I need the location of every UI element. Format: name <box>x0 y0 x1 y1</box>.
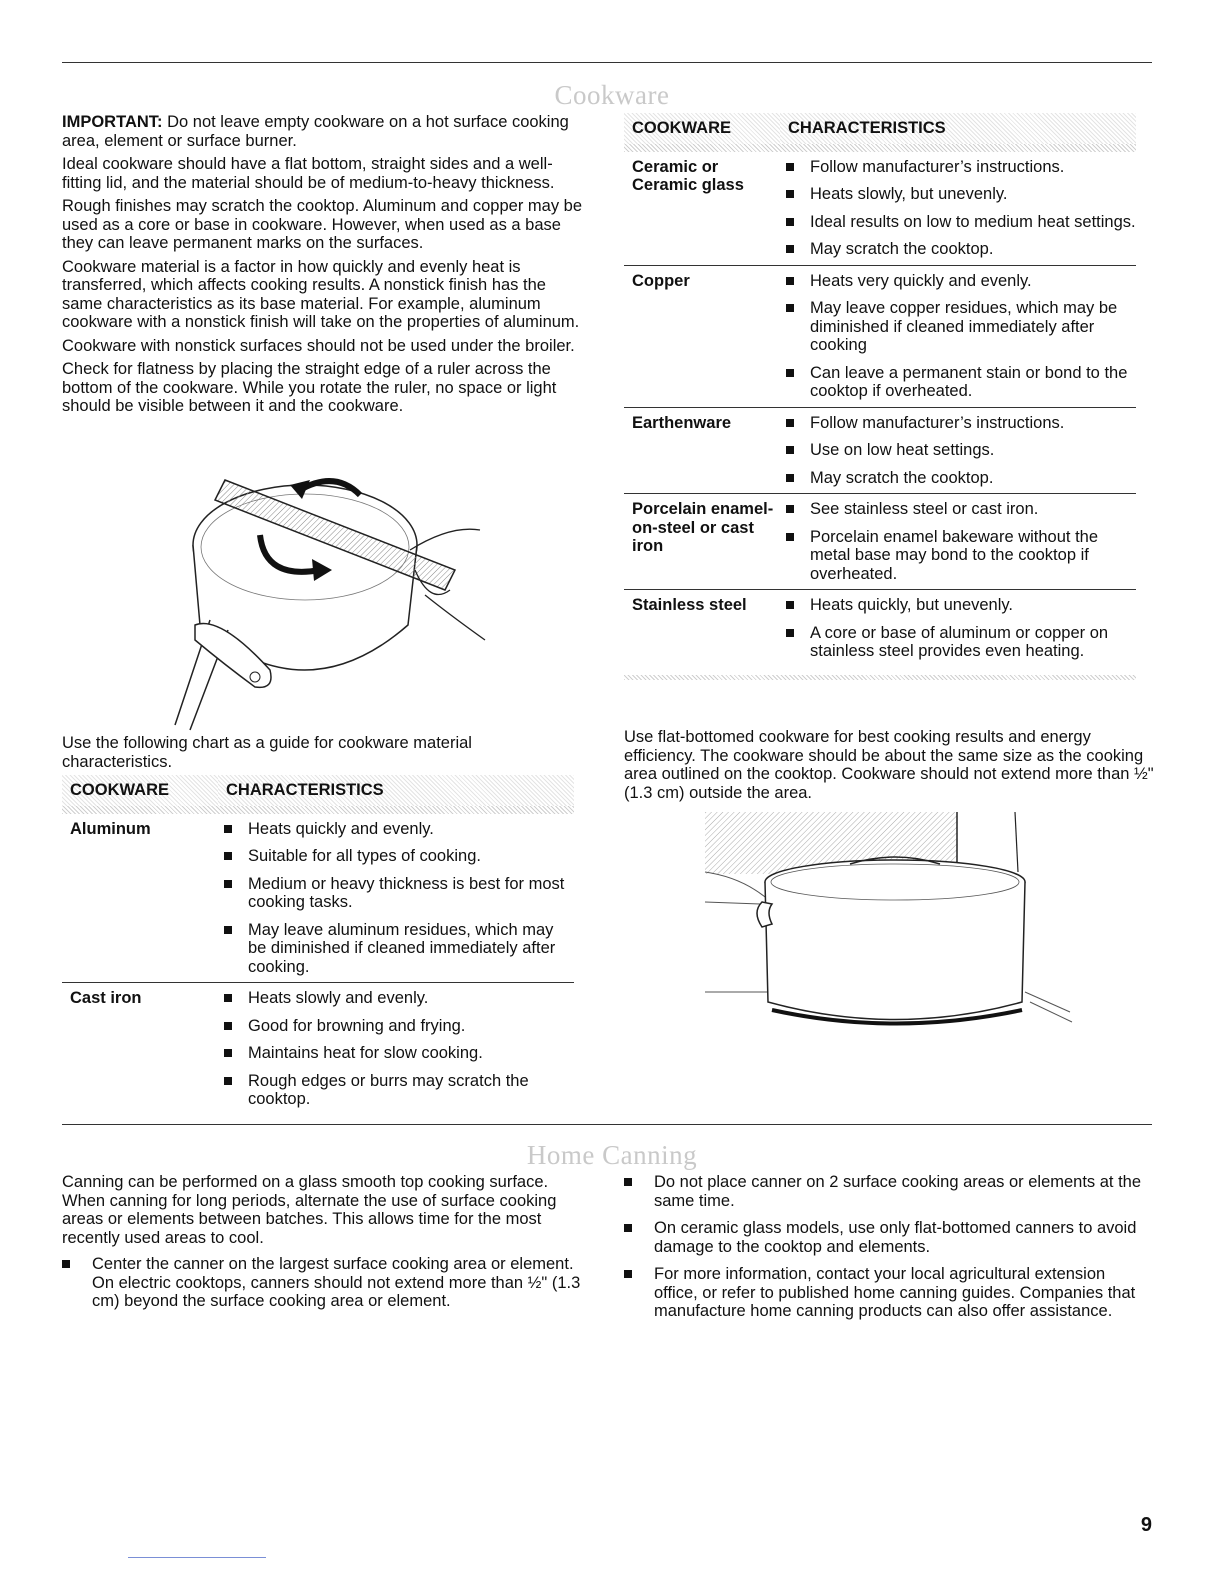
cookware-table-left <box>62 775 574 1115</box>
header-hatch <box>624 144 1136 152</box>
ruler-flatness-illustration <box>150 455 500 735</box>
list-item: May scratch the cooktop. <box>780 240 1136 259</box>
material-name: Ceramic or Ceramic glass <box>624 152 780 266</box>
paragraph: Cookware material is a factor in how quickly and evenly heat is transferred, which affects cooking results. A nonstick finish has the same characteristics as its base material. For example, aluminum cookware with a nonstick finish will take on the properties of aluminum. <box>62 257 580 331</box>
list-item: Porcelain enamel bakeware without the metal base may bond to the cooktop if overheated. <box>780 528 1136 584</box>
list-item: A core or base of aluminum or copper on stainless steel provides even heating. <box>780 624 1136 661</box>
characteristics-list <box>780 408 1136 488</box>
canning-right-list <box>624 1173 1152 1321</box>
paragraph: Check for flatness by placing the straight edge of a ruler across the bottom of the cookware. While you rotate the ruler, no space or light should be visible between it and the cookware. <box>62 360 557 415</box>
footer-hatch <box>624 675 1136 680</box>
list-item: Do not place canner on 2 surface cooking areas or elements at the same time. <box>624 1173 1152 1210</box>
important-note <box>62 113 590 150</box>
list-item: Heats very quickly and evenly. <box>780 272 1136 291</box>
table-row <box>62 983 574 1115</box>
home-canning-title: Home Canning <box>526 1140 698 1170</box>
paragraph: Cookware with nonstick surfaces should not be used under the broiler. <box>62 336 575 355</box>
list-item: Center the canner on the largest surface cooking area or element. On electric cooktops, canners should not extend more than ½" (1.3 cm) beyond the surface cooking area or element. <box>62 1255 590 1311</box>
material-name: Stainless steel <box>632 596 747 614</box>
list-item: Heats slowly and evenly. <box>218 989 574 1008</box>
middle-rule <box>62 1124 1152 1125</box>
list-item: Heats quickly and evenly. <box>218 820 574 839</box>
material-name: Aluminum <box>62 814 218 983</box>
characteristics-list <box>218 983 574 1109</box>
characteristics-list <box>780 266 1136 401</box>
characteristics-list <box>218 814 574 977</box>
column-header-cookware: COOKWARE <box>62 775 218 806</box>
table-row <box>624 494 1136 590</box>
table-row <box>624 152 1136 266</box>
list-item: May leave copper residues, which may be diminished if cleaned immediately after cooking <box>780 299 1136 355</box>
list-item: Good for browning and frying. <box>218 1017 574 1036</box>
cookware-table-right <box>624 113 1136 680</box>
table-row <box>624 590 1136 667</box>
table-row <box>624 407 1136 494</box>
canning-right-column <box>624 1173 1152 1330</box>
list-item: Follow manufacturer’s instructions. <box>780 414 1136 433</box>
list-item: Follow manufacturer’s instructions. <box>780 158 1136 177</box>
list-item: Medium or heavy thickness is best for most cooking tasks. <box>218 875 574 912</box>
material-name: Earthenware <box>624 407 780 494</box>
flat-bottom-guidance: Use flat-bottomed cookware for best cooking results and energy efficiency. The cookware should be about the same size as the cooking area outlined on the cooktop. Cookware should not extend more than ½" (1.3 cm) outside the area. <box>624 728 1154 802</box>
list-item: Can leave a permanent stain or bond to the cooktop if overheated. <box>780 364 1136 401</box>
top-rule <box>62 62 1152 63</box>
list-item: Rough edges or burrs may scratch the cooktop. <box>218 1072 574 1109</box>
column-header-cookware: COOKWARE <box>624 113 780 144</box>
table-header-row <box>624 113 1136 144</box>
chart-intro: Use the following chart as a guide for cookware material characteristics. <box>62 734 472 771</box>
canning-left-column <box>62 1173 590 1320</box>
list-item: Maintains heat for slow cooking. <box>218 1044 574 1063</box>
characteristics-table <box>62 775 574 1115</box>
canning-left-list <box>62 1255 590 1311</box>
cookware-title: Cookware <box>554 80 670 110</box>
list-item: Ideal results on low to medium heat settings. <box>780 213 1136 232</box>
material-name: Porcelain enamel-on-steel or cast iron <box>624 494 780 590</box>
list-item: See stainless steel or cast iron. <box>780 500 1136 519</box>
list-item: Heats slowly, but unevenly. <box>780 185 1136 204</box>
important-text: Do not leave empty cookware on a hot surface cooking area, element or surface burner. <box>62 113 569 150</box>
pot-on-cooktop-illustration <box>700 812 1080 1037</box>
paragraph: Rough finishes may scratch the cooktop. Aluminum and copper may be used as a core or base in cookware. However, when used as a base they can leave permanent marks on the surfaces. <box>62 197 583 252</box>
paragraph: Ideal cookware should have a flat bottom, straight sides and a well-fitting lid, and the material should be of medium-to-heavy thickness. <box>62 155 555 192</box>
column-header-characteristics: CHARACTERISTICS <box>780 113 1136 144</box>
list-item: May leave aluminum residues, which may be diminished if cleaned immediately after cooking. <box>218 921 574 977</box>
list-item: May scratch the cooktop. <box>780 469 1136 488</box>
characteristics-table <box>624 113 1136 680</box>
cookware-intro-text <box>62 113 590 421</box>
header-hatch <box>62 806 574 814</box>
column-header-characteristics: CHARACTERISTICS <box>218 775 574 806</box>
page-number: 9 <box>1140 1514 1152 1536</box>
list-item: Use on low heat settings. <box>780 441 1136 460</box>
material-name: Copper <box>624 265 780 407</box>
list-item: On ceramic glass models, use only flat-bottomed canners to avoid damage to the cooktop and elements. <box>624 1219 1152 1256</box>
material-name: Cast iron <box>70 989 142 1007</box>
list-item: Suitable for all types of cooking. <box>218 847 574 866</box>
footer-link-underline <box>128 1557 266 1558</box>
table-header-row <box>62 775 574 806</box>
list-item: Heats quickly, but unevenly. <box>780 596 1136 615</box>
characteristics-list <box>780 152 1136 259</box>
important-label: IMPORTANT: <box>62 113 163 131</box>
canning-intro: Canning can be performed on a glass smooth top cooking surface. When canning for long periods, alternate the use of surface cooking areas or elements between batches. This allows time for the most recently used areas to cool. <box>62 1173 557 1247</box>
characteristics-list <box>780 494 1136 583</box>
table-row <box>62 814 574 983</box>
table-row <box>624 265 1136 407</box>
characteristics-list <box>780 590 1136 661</box>
list-item: For more information, contact your local agricultural extension office, or refer to published home canning guides. Companies that manufacture home canning products can also offer assistance. <box>624 1265 1152 1321</box>
